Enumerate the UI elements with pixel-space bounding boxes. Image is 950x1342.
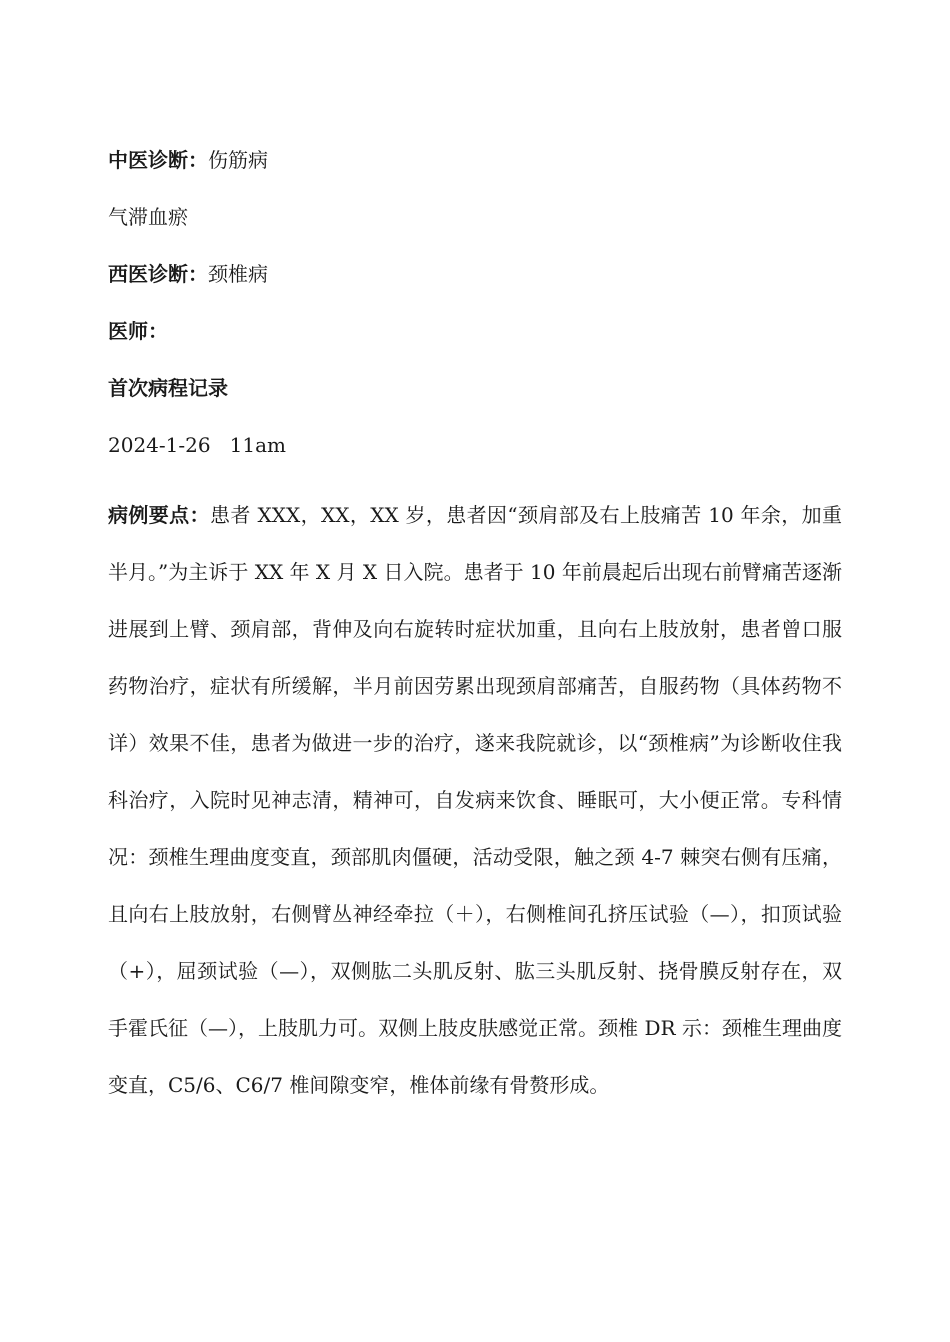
first-record-title: 首次病程记录 bbox=[108, 376, 228, 400]
tcm-syndrome-value: 气滞血瘀 bbox=[108, 205, 188, 229]
tcm-diagnosis-value: 伤筋病 bbox=[208, 148, 268, 172]
tcm-diagnosis-label: 中医诊断： bbox=[108, 148, 208, 172]
western-diagnosis-label: 西医诊断： bbox=[108, 262, 208, 286]
tcm-diagnosis-line bbox=[108, 146, 268, 174]
record-datetime: 2024-1-26 11am bbox=[108, 433, 286, 457]
western-diagnosis-line bbox=[108, 260, 268, 288]
case-summary-label: 病例要点： bbox=[108, 503, 210, 527]
physician-label: 医师： bbox=[108, 319, 168, 343]
western-diagnosis-value: 颈椎病 bbox=[208, 262, 268, 286]
case-summary-text: 患者 XXX，XX，XX 岁，患者因“颈肩部及右上肢痛苦 10 年余，加重半月。”为主诉于 XX 年 X 月 X 日入院。患者于 10 年前晨起后出现右前臂痛苦逐渐进展到上臂、颈肩部，背伸及向右旋转时症状加重，且向右上肢放射，患者曾口服药物治疗，症状有所缓解，半月前因劳累出现颈肩部痛苦，自服药物（具体药物不详）效果不佳，患者为做进一步的治疗，遂来我院就诊，以“颈椎病”为诊断收住我科治疗，入院时见神志清，精神可，自发病来饮食、睡眠可，大小便正常。专科情况：颈椎生理曲度变直，颈部肌肉僵硬，活动受限，触之颈 4-7 棘突右侧有压痛，且向右上肢放射，右侧臂丛神经牵拉（＋），右侧椎间孔挤压试验（—），扣顶试验（+），屈颈试验（—），双侧肱二头肌反射、肱三头肌反射、挠骨膜反射存在，双手霍氏征（—），上肢肌力可。双侧上肢皮肤感觉正常。颈椎 DR 示：颈椎生理曲度变直，C5/6、C6/7 椎间隙变窄，椎体前缘有骨赘形成。 bbox=[108, 503, 842, 1097]
tcm-syndrome-line bbox=[108, 203, 188, 231]
case-summary-paragraph bbox=[108, 487, 842, 1114]
physician-line bbox=[108, 317, 168, 345]
